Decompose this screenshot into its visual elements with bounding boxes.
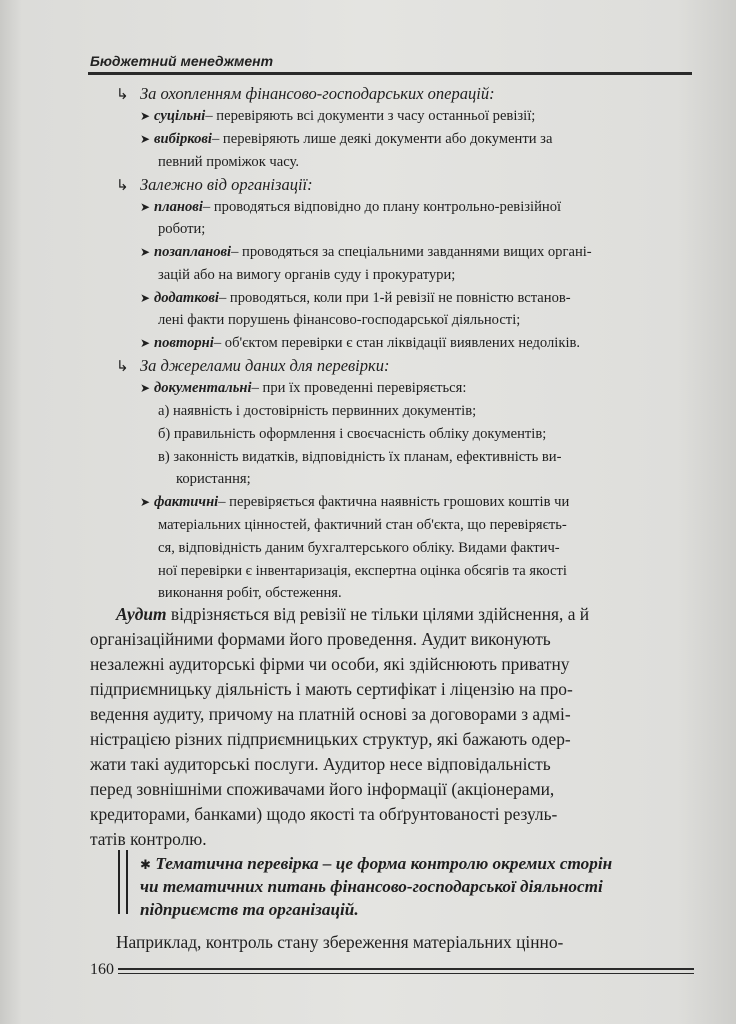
star-bullet-icon: ✱ xyxy=(140,858,156,873)
section-heading: ↳ За джерелами даних для перевірки: xyxy=(116,356,390,375)
list-item: ➤ планові– проводяться відповідно до плану контрольно-ревізійної xyxy=(140,199,562,215)
definition-marker-bar xyxy=(118,850,128,914)
arrowhead-bullet-icon: ➤ xyxy=(140,200,151,214)
page-number: 160 xyxy=(90,961,114,978)
sub-item-continuation: користання; xyxy=(176,471,251,487)
arrowhead-bullet-icon: ➤ xyxy=(140,336,151,350)
hook-arrow-icon: ↳ xyxy=(116,357,129,375)
header-rule xyxy=(88,72,692,75)
section-heading: ↳ Залежно від організації: xyxy=(116,175,313,194)
sub-item: а) наявність і достовірність первинних документів; xyxy=(158,403,477,419)
paragraph-line: перед зовнішніми споживачами його інформації (акціонерами, xyxy=(90,779,555,799)
list-item: ➤ документальні– при їх проведенні перевіряється: xyxy=(140,380,467,396)
arrowhead-bullet-icon: ➤ xyxy=(140,381,151,395)
list-item-continuation: лені факти порушень фінансово-господарської діяльності; xyxy=(158,312,521,328)
definition-line: чи тематичних питань фінансово-господарської діяльності xyxy=(140,877,603,896)
sub-item: б) правильність оформлення і своєчасність обліку документів; xyxy=(158,426,547,442)
list-item-continuation: зацій або на вимогу органів суду і прокуратури; xyxy=(158,267,456,283)
list-item: ➤ додаткові– проводяться, коли при 1-й ревізії не повністю встанов- xyxy=(140,290,571,306)
definition-line: ✱ Тематична перевірка – це форма контролю окремих сторін xyxy=(140,854,613,873)
hook-arrow-icon: ↳ xyxy=(116,85,129,103)
paragraph-lead-term: Аудит xyxy=(116,604,167,624)
paragraph-line: незалежні аудиторські фірми чи особи, які здійснюють приватну xyxy=(90,654,570,674)
list-item-continuation: роботи; xyxy=(158,221,206,237)
paragraph-line: ведення аудиту, причому на платній основі за договорами з адмі- xyxy=(90,704,571,724)
list-item: ➤ вибіркові– перевіряють лише деякі документи або документи за xyxy=(140,131,553,147)
paragraph-line: ністрацією різних підприємницьких структур, які бажають одер- xyxy=(90,729,571,749)
arrowhead-bullet-icon: ➤ xyxy=(140,291,151,305)
running-header: Бюджетний менеджмент xyxy=(90,53,274,69)
arrowhead-bullet-icon: ➤ xyxy=(140,495,151,509)
paragraph-line: кредиторами, банками) щодо якості та обґрунтованості резуль- xyxy=(90,804,558,824)
hook-arrow-icon: ↳ xyxy=(116,176,129,194)
list-item-continuation: ся, відповідність даним бухгалтерського обліку. Видами фактич- xyxy=(158,540,560,556)
footer-rule xyxy=(118,968,694,970)
list-item: ➤ повторні– об'єктом перевірки є стан ліквідації виявлених недоліків. xyxy=(140,335,581,351)
list-item-continuation: матеріальних цінностей, фактичний стан об'єкта, що перевіряєть- xyxy=(158,517,567,533)
list-item-continuation: ної перевірки є інвентаризація, експертна оцінка обсягів та якості xyxy=(158,563,567,579)
paragraph-line: татів контролю. xyxy=(90,829,207,849)
list-item: ➤ позапланові– проводяться за спеціальними завданнями вищих органі- xyxy=(140,244,592,260)
list-item: ➤ суцільні– перевіряють всі документи з часу останньої ревізії; xyxy=(140,108,536,124)
paragraph-line: Наприклад, контроль стану збереження матеріальних цінно- xyxy=(116,932,564,952)
definition-line: підприємств та організацій. xyxy=(140,900,359,919)
list-item: ➤ фактичні– перевіряється фактична наявність грошових коштів чи xyxy=(140,494,570,510)
list-item-continuation: певний проміжок часу. xyxy=(158,154,300,170)
arrowhead-bullet-icon: ➤ xyxy=(140,109,151,123)
paragraph-line: Аудит відрізняється від ревізії не тільки цілями здійснення, а й xyxy=(116,604,590,624)
footer-rule xyxy=(118,973,694,974)
list-item-continuation: виконання робіт, обстеження. xyxy=(158,585,342,601)
arrowhead-bullet-icon: ➤ xyxy=(140,132,151,146)
section-heading: ↳ За охопленням фінансово-господарських операцій: xyxy=(116,84,495,103)
paragraph-line: організаційними формами його проведення. Аудит виконують xyxy=(90,629,551,649)
sub-item: в) законність видатків, відповідність їх планам, ефективність ви- xyxy=(158,449,562,465)
paragraph-line: підприємницьку діяльність і мають сертифікат і ліцензію на про- xyxy=(90,679,573,699)
paragraph-line: жати такі аудиторські послуги. Аудитор несе відповідальність xyxy=(90,754,551,774)
arrowhead-bullet-icon: ➤ xyxy=(140,245,151,259)
